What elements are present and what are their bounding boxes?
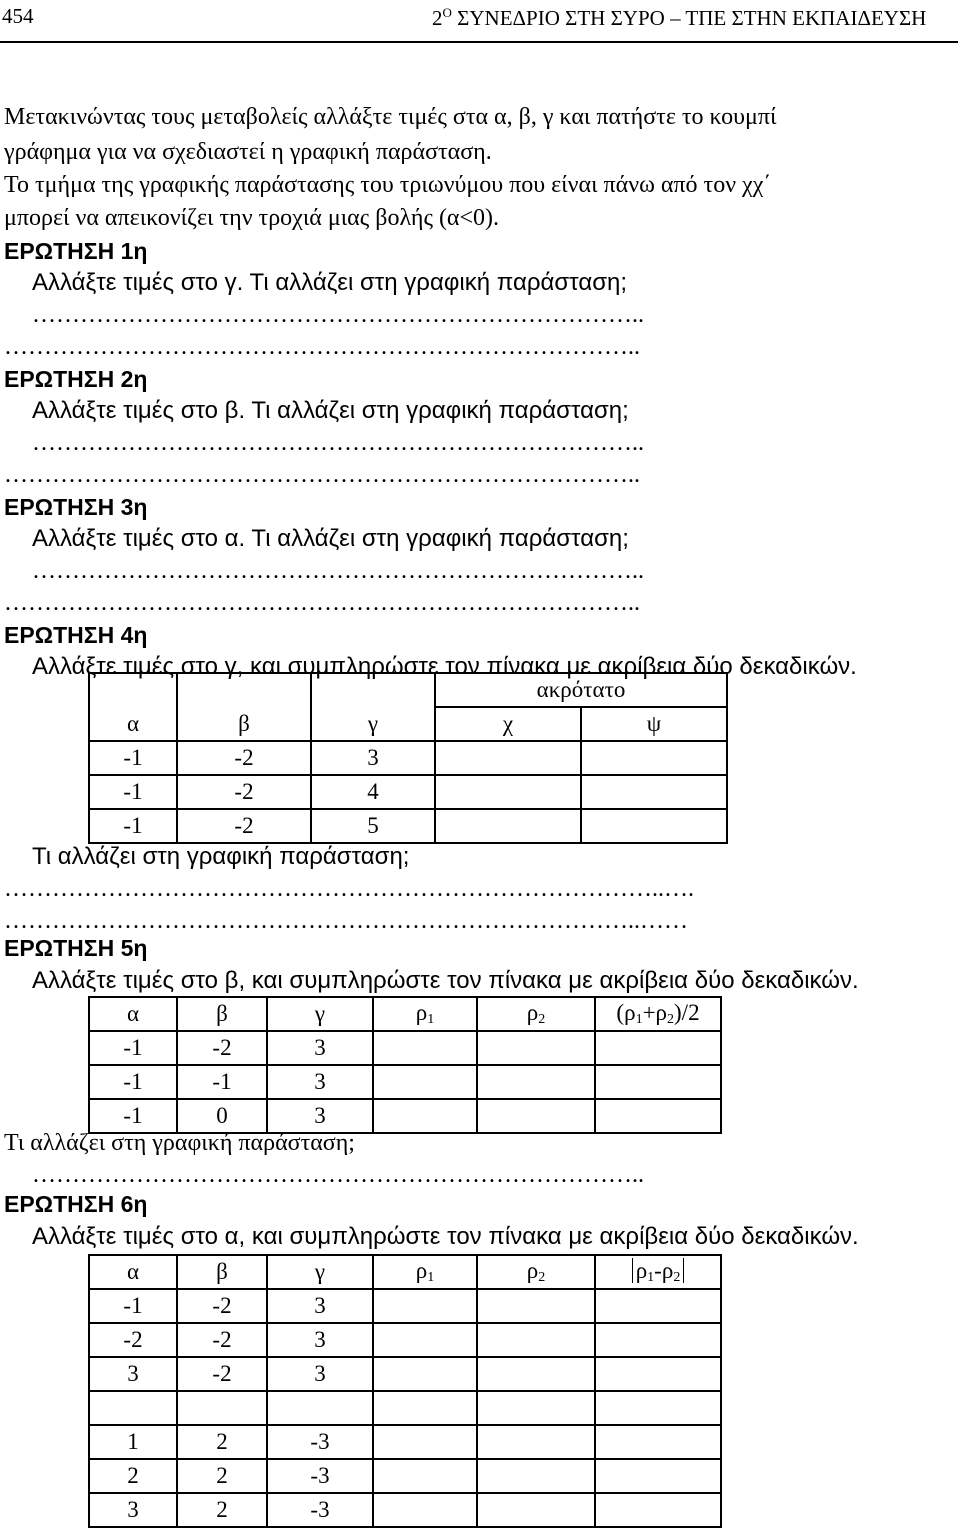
- question-3-title: ΕΡΩΤΗΣΗ 3η: [4, 494, 148, 520]
- table-cell: 1: [89, 1425, 177, 1459]
- intro-line-3: Το τμήμα της γραφικής παράστασης του τριωνύμου που είναι πάνω από τον χχ΄: [4, 172, 772, 198]
- answer-cell: [435, 809, 581, 843]
- answer-cell: [477, 1031, 595, 1065]
- question-5-answer-line-1: …………………………………………………………………..: [32, 1162, 644, 1188]
- question-2-text: Αλλάξτε τιμές στο β. Τι αλλάζει στη γραφική παράσταση;: [32, 397, 629, 424]
- question-3-text: Αλλάξτε τιμές στο α. Τι αλλάζει στη γραφική παράσταση;: [32, 525, 629, 552]
- answer-cell: [373, 1323, 477, 1357]
- answer-cell: [595, 1493, 721, 1527]
- answer-cell: [477, 1323, 595, 1357]
- answer-cell: [595, 1289, 721, 1323]
- conference-title: ΣΥΝΕΔΡΙΟ ΣΤΗ ΣΥΡΟ – ΤΠΕ ΣΤΗΝ ΕΚΠΑΙΔΕΥΣΗ: [451, 6, 927, 30]
- header-rule: [0, 41, 958, 43]
- table-cell: 3: [267, 1031, 373, 1065]
- table-cell: [89, 1391, 177, 1425]
- table-cell: -2: [177, 809, 311, 843]
- table-cell: 2: [177, 1425, 267, 1459]
- table-cell: 3: [267, 1065, 373, 1099]
- table-cell: 2: [177, 1459, 267, 1493]
- question-6-table: [88, 1254, 722, 1528]
- table-cell: -1: [89, 1289, 177, 1323]
- question-5-text: Αλλάξτε τιμές στο β, και συμπληρώστε τον πίνακα με ακρίβεια δύο δεκαδικών.: [32, 967, 859, 994]
- answer-cell: [373, 1031, 477, 1065]
- table-cell: -3: [267, 1493, 373, 1527]
- question-2-answer-line-2: ……………………………………………………………………..: [4, 462, 640, 488]
- question-4-answer-line-2: ……………………………………………………………………..……: [4, 908, 688, 934]
- table-row: [89, 1031, 721, 1065]
- table-cell: 3: [89, 1493, 177, 1527]
- table-cell: -2: [177, 1357, 267, 1391]
- question-4-text: Αλλάξτε τιμές στο γ, και συμπληρώστε τον πίνακα με ακρίβεια δύο δεκαδικών.: [32, 653, 857, 680]
- table-cell: -2: [177, 1323, 267, 1357]
- question-2-answer-line-1: …………………………………………………………………..: [32, 430, 644, 456]
- column-header-c: γ: [311, 707, 435, 741]
- column-header-b: β: [177, 707, 311, 741]
- table-row: [89, 1065, 721, 1099]
- table-cell: -3: [267, 1425, 373, 1459]
- table-row-spacer: [89, 1391, 721, 1425]
- answer-cell: [595, 1099, 721, 1133]
- intro-line-2: γράφημα για να σχεδιαστεί η γραφική παράσταση.: [4, 139, 492, 165]
- table-cell: 0: [177, 1099, 267, 1133]
- table-cell: 3: [89, 1357, 177, 1391]
- question-4-followup: Τι αλλάζει στη γραφική παράσταση;: [32, 843, 410, 870]
- answer-cell: [435, 775, 581, 809]
- table-row: [89, 809, 727, 843]
- answer-cell: [477, 1459, 595, 1493]
- table-row: [89, 741, 727, 775]
- table-cell: -2: [177, 741, 311, 775]
- answer-cell: [477, 1289, 595, 1323]
- answer-cell: [373, 1357, 477, 1391]
- table-row: [89, 1289, 721, 1323]
- table-cell: -2: [177, 1031, 267, 1065]
- answer-cell: [373, 1289, 477, 1323]
- conference-number-superscript: Ο: [442, 5, 452, 20]
- column-header-roots-abs-diff: $\rho_1-\rho_2$: [595, 1255, 721, 1289]
- table-cell: -1: [177, 1065, 267, 1099]
- intro-line-4: μπορεί να απεικονίζει την τροχιά μιας βολής (α<0).: [4, 205, 500, 231]
- extremum-group-header: ακρότατο: [435, 673, 727, 707]
- answer-cell: [435, 741, 581, 775]
- answer-cell: [595, 1357, 721, 1391]
- column-header-root-1: $\rho_1$: [373, 997, 477, 1031]
- column-header-root-2: $\rho_2$: [477, 1255, 595, 1289]
- table-cell: 3: [267, 1289, 373, 1323]
- table-corner-cell: [177, 673, 311, 707]
- answer-cell: [581, 741, 727, 775]
- table-row: [89, 775, 727, 809]
- table-cell: 3: [267, 1323, 373, 1357]
- question-1-title: ΕΡΩΤΗΣΗ 1η: [4, 238, 148, 264]
- column-header-c: γ: [267, 997, 373, 1031]
- question-5-table: [88, 996, 722, 1134]
- answer-cell: [373, 1065, 477, 1099]
- column-header-root-2: $\rho_2$: [477, 997, 595, 1031]
- table-cell: 3: [267, 1099, 373, 1133]
- question-6-title: ΕΡΩΤΗΣΗ 6η: [4, 1191, 148, 1217]
- column-header-roots-mean: $(\rho_1+\rho_2)/2$: [595, 997, 721, 1031]
- table-row: [89, 1357, 721, 1391]
- table-cell: -1: [89, 741, 177, 775]
- question-2-title: ΕΡΩΤΗΣΗ 2η: [4, 366, 148, 392]
- column-header-x: χ: [435, 707, 581, 741]
- table-cell: 4: [311, 775, 435, 809]
- question-5-followup: Τι αλλάζει στη γραφική παράσταση;: [4, 1130, 355, 1156]
- column-header-b: β: [177, 997, 267, 1031]
- question-6-text: Αλλάξτε τιμές στο α, και συμπληρώστε τον πίνακα με ακρίβεια δύο δεκαδικών.: [32, 1223, 859, 1250]
- table-cell: 2: [89, 1459, 177, 1493]
- table-cell: 2: [177, 1493, 267, 1527]
- conference-number: 2: [432, 6, 443, 30]
- column-header-b: β: [177, 1255, 267, 1289]
- question-1-answer-line-2: ……………………………………………………………………..: [4, 334, 640, 360]
- column-header-a: α: [89, 1255, 177, 1289]
- answer-cell: [373, 1391, 477, 1425]
- table-cell: 5: [311, 809, 435, 843]
- table-cell: -1: [89, 1065, 177, 1099]
- question-1-text: Αλλάξτε τιμές στο γ. Τι αλλάζει στη γραφική παράσταση;: [32, 269, 628, 296]
- column-header-y: ψ: [581, 707, 727, 741]
- answer-cell: [595, 1323, 721, 1357]
- column-header-root-1: $\rho_1$: [373, 1255, 477, 1289]
- question-3-answer-line-2: ……………………………………………………………………..: [4, 590, 640, 616]
- table-cell: -2: [177, 775, 311, 809]
- table-cell: 3: [311, 741, 435, 775]
- table-cell: [267, 1391, 373, 1425]
- answer-cell: [595, 1031, 721, 1065]
- table-corner-cell: [311, 673, 435, 707]
- table-cell: -2: [89, 1323, 177, 1357]
- question-5-title: ΕΡΩΤΗΣΗ 5η: [4, 935, 148, 961]
- running-header: [432, 6, 926, 29]
- table-cell: -1: [89, 1031, 177, 1065]
- table-cell: -1: [89, 1099, 177, 1133]
- question-4-title: ΕΡΩΤΗΣΗ 4η: [4, 622, 148, 648]
- table-row: [89, 1425, 721, 1459]
- table-corner-cell: [89, 673, 177, 707]
- answer-cell: [477, 1391, 595, 1425]
- question-3-answer-line-1: …………………………………………………………………..: [32, 558, 644, 584]
- column-header-a: α: [89, 707, 177, 741]
- question-1-answer-line-1: …………………………………………………………………..: [32, 302, 644, 328]
- table-row: [89, 1493, 721, 1527]
- answer-cell: [595, 1391, 721, 1425]
- answer-cell: [595, 1459, 721, 1493]
- table-cell: -2: [177, 1289, 267, 1323]
- intro-line-1: Μετακινώντας τους μεταβολείς αλλάξτε τιμές στα α, β, γ και πατήστε το κουμπί: [4, 104, 777, 130]
- answer-cell: [477, 1357, 595, 1391]
- table-cell: 3: [267, 1357, 373, 1391]
- table-cell: -3: [267, 1459, 373, 1493]
- answer-cell: [595, 1425, 721, 1459]
- answer-cell: [581, 809, 727, 843]
- table-cell: -1: [89, 809, 177, 843]
- answer-cell: [373, 1459, 477, 1493]
- answer-cell: [477, 1099, 595, 1133]
- table-cell: [177, 1391, 267, 1425]
- page-number: 454: [2, 4, 34, 28]
- answer-cell: [595, 1065, 721, 1099]
- answer-cell: [581, 775, 727, 809]
- table-cell: -1: [89, 775, 177, 809]
- table-row: [89, 1459, 721, 1493]
- question-4-table: [88, 672, 728, 844]
- table-row: [89, 1323, 721, 1357]
- column-header-a: α: [89, 997, 177, 1031]
- answer-cell: [477, 1065, 595, 1099]
- answer-cell: [373, 1099, 477, 1133]
- answer-cell: [373, 1493, 477, 1527]
- answer-cell: [477, 1493, 595, 1527]
- answer-cell: [373, 1425, 477, 1459]
- table-row: [89, 1099, 721, 1133]
- answer-cell: [477, 1425, 595, 1459]
- column-header-c: γ: [267, 1255, 373, 1289]
- question-4-answer-line-1: ………………………………………………………………………..….: [4, 876, 694, 902]
